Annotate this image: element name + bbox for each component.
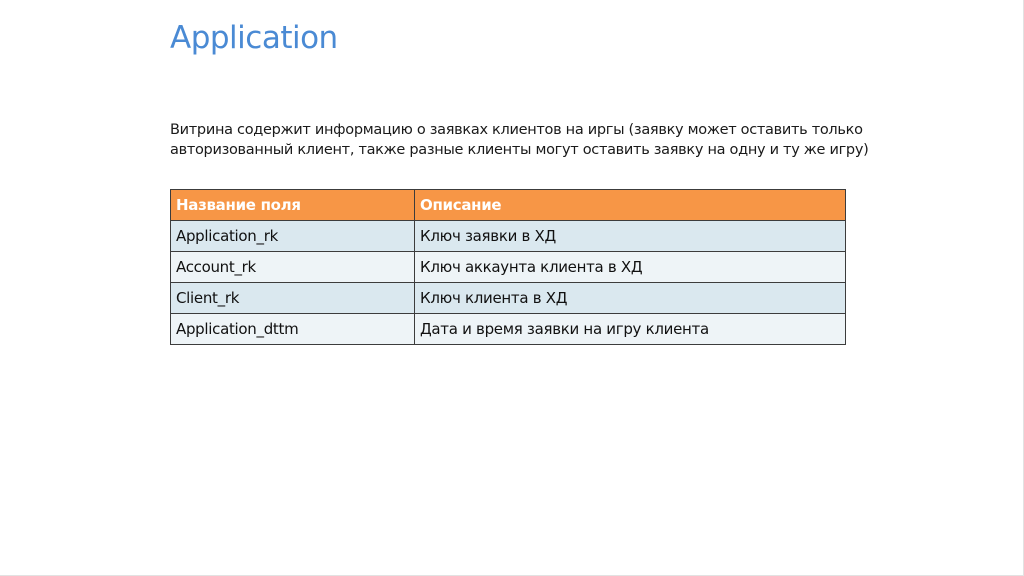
header-field-name: Название поля xyxy=(171,190,415,221)
cell-description: Дата и время заявки на игру клиента xyxy=(415,314,846,345)
table-row xyxy=(171,252,846,283)
cell-description: Ключ заявки в ХД xyxy=(415,221,846,252)
intro-line-2: авторизованный клиент, также разные клиенты могут оставить заявку на одну и ту же игру) xyxy=(170,142,869,158)
table-row xyxy=(171,314,846,345)
cell-field-name: Client_rk xyxy=(171,283,415,314)
slide-title: Application xyxy=(170,20,338,56)
intro-text xyxy=(170,120,870,160)
header-description: Описание xyxy=(415,190,846,221)
cell-description: Ключ аккаунта клиента в ХД xyxy=(415,252,846,283)
cell-field-name: Application_dttm xyxy=(171,314,415,345)
cell-description: Ключ клиента в ХД xyxy=(415,283,846,314)
table-header-row xyxy=(171,190,846,221)
cell-field-name: Application_rk xyxy=(171,221,415,252)
intro-line-1: Витрина содержит информацию о заявках клиентов на иргы (заявку может оставить только xyxy=(170,122,863,138)
fields-table xyxy=(170,189,846,345)
table-row xyxy=(171,221,846,252)
cell-field-name: Account_rk xyxy=(171,252,415,283)
table-row xyxy=(171,283,846,314)
